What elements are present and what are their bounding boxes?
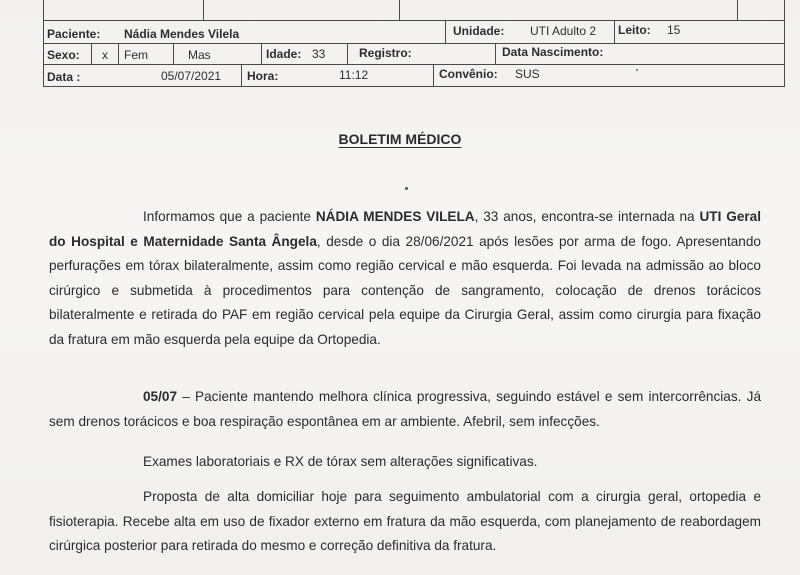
- form-line: [43, 20, 785, 21]
- unit-value: UTI Adulto 2: [530, 24, 597, 38]
- document-title-block: [0, 131, 800, 147]
- form-line: [261, 43, 262, 64]
- text-span: , desde o dia 28/06/2021 após lesões por arma de fogo. Apresentando perfurações em tórax bilateralmente, assim como região cervical e mão esquerda. Foi levada na admissão ao bloco cirúrgico e submetida à procedimentos para contenção de sangramento, colocação de drenos torácicos bilateralmente e retirada do PAF em região cervical pela equipe da Cirurgia Geral, assim como cirurgia para fixação da fratura em mão esquerda pela equipe da Ortopedia.: [49, 233, 761, 347]
- form-line: [495, 43, 496, 64]
- date-label: Data :: [47, 70, 81, 84]
- form-line: [241, 64, 242, 86]
- sex-mark: x: [102, 48, 108, 62]
- patient-label: Paciente:: [47, 27, 101, 41]
- paper-speck: [405, 187, 408, 190]
- insurance-value: SUS: [515, 67, 540, 81]
- text-span: – Paciente mantendo melhora clínica progressiva, seguindo estável e sem intercorrências. Já sem drenos torácicos e boa respiração espontânea em ar ambiente. Afebril, sem infecções.: [49, 389, 761, 429]
- text-span: Exames laboratoriais e RX de tórax sem alterações significativas.: [143, 454, 538, 469]
- sex-label: Sexo:: [47, 48, 80, 62]
- insurance-label: Convênio:: [439, 67, 498, 81]
- form-line: [433, 64, 434, 86]
- patient-header-form: [43, 0, 785, 88]
- birth-date-label: Data Nascimento:: [502, 45, 604, 59]
- paper-speck: [636, 69, 638, 71]
- text-span: , 33 anos, encontra-se internada na: [474, 209, 700, 224]
- patient-name-bold: NÁDIA MENDES VILELA: [315, 209, 475, 224]
- sex-male: Mas: [188, 48, 211, 62]
- sex-female: Fem: [124, 48, 148, 62]
- form-line: [203, 0, 204, 20]
- registry-label: Registro:: [359, 46, 412, 60]
- paragraph-evolution: [49, 385, 761, 434]
- paragraph-exams: [49, 450, 761, 475]
- form-line: [399, 0, 400, 20]
- date-value: 05/07/2021: [161, 69, 222, 83]
- form-line: [118, 43, 119, 64]
- text-span: Informamos que a paciente: [143, 209, 316, 224]
- hospital-name-bold: UTI Geral do Hospital e Maternidade Santa Ângela: [49, 209, 762, 249]
- age-label: Idade:: [266, 47, 302, 61]
- form-line: [43, 43, 785, 44]
- form-line: [173, 43, 174, 64]
- unit-label: Unidade:: [453, 24, 505, 38]
- patient-name: Nádia Mendes Vilela: [124, 27, 240, 41]
- document-title: BOLETIM MÉDICO: [338, 131, 462, 147]
- form-line: [43, 86, 785, 87]
- evolution-date: 05/07: [143, 389, 178, 404]
- bed-value: 15: [667, 23, 681, 37]
- age-value: 33: [312, 47, 326, 61]
- paragraph-admission: [49, 205, 761, 352]
- form-line: [347, 43, 348, 64]
- text-span: Proposta de alta domiciliar hoje para seguimento ambulatorial com a cirurgia geral, ortopedia e fisioterapia. Recebe alta em uso de fixador externo em fratura da mão esquerda, com planejamento de reabordagem cirúrgica posterior para retirada do mesmo e correção definitiva da fratura.: [49, 489, 761, 553]
- time-label: Hora:: [247, 69, 279, 83]
- form-line: [737, 0, 738, 20]
- time-value: 11:12: [339, 68, 369, 82]
- form-line: [91, 43, 92, 64]
- form-line: [784, 0, 785, 87]
- form-line: [614, 20, 615, 43]
- bed-label: Leito:: [618, 23, 651, 37]
- paragraph-discharge: [49, 485, 761, 559]
- form-line: [445, 20, 446, 43]
- form-line: [43, 64, 785, 65]
- form-line: [43, 0, 44, 87]
